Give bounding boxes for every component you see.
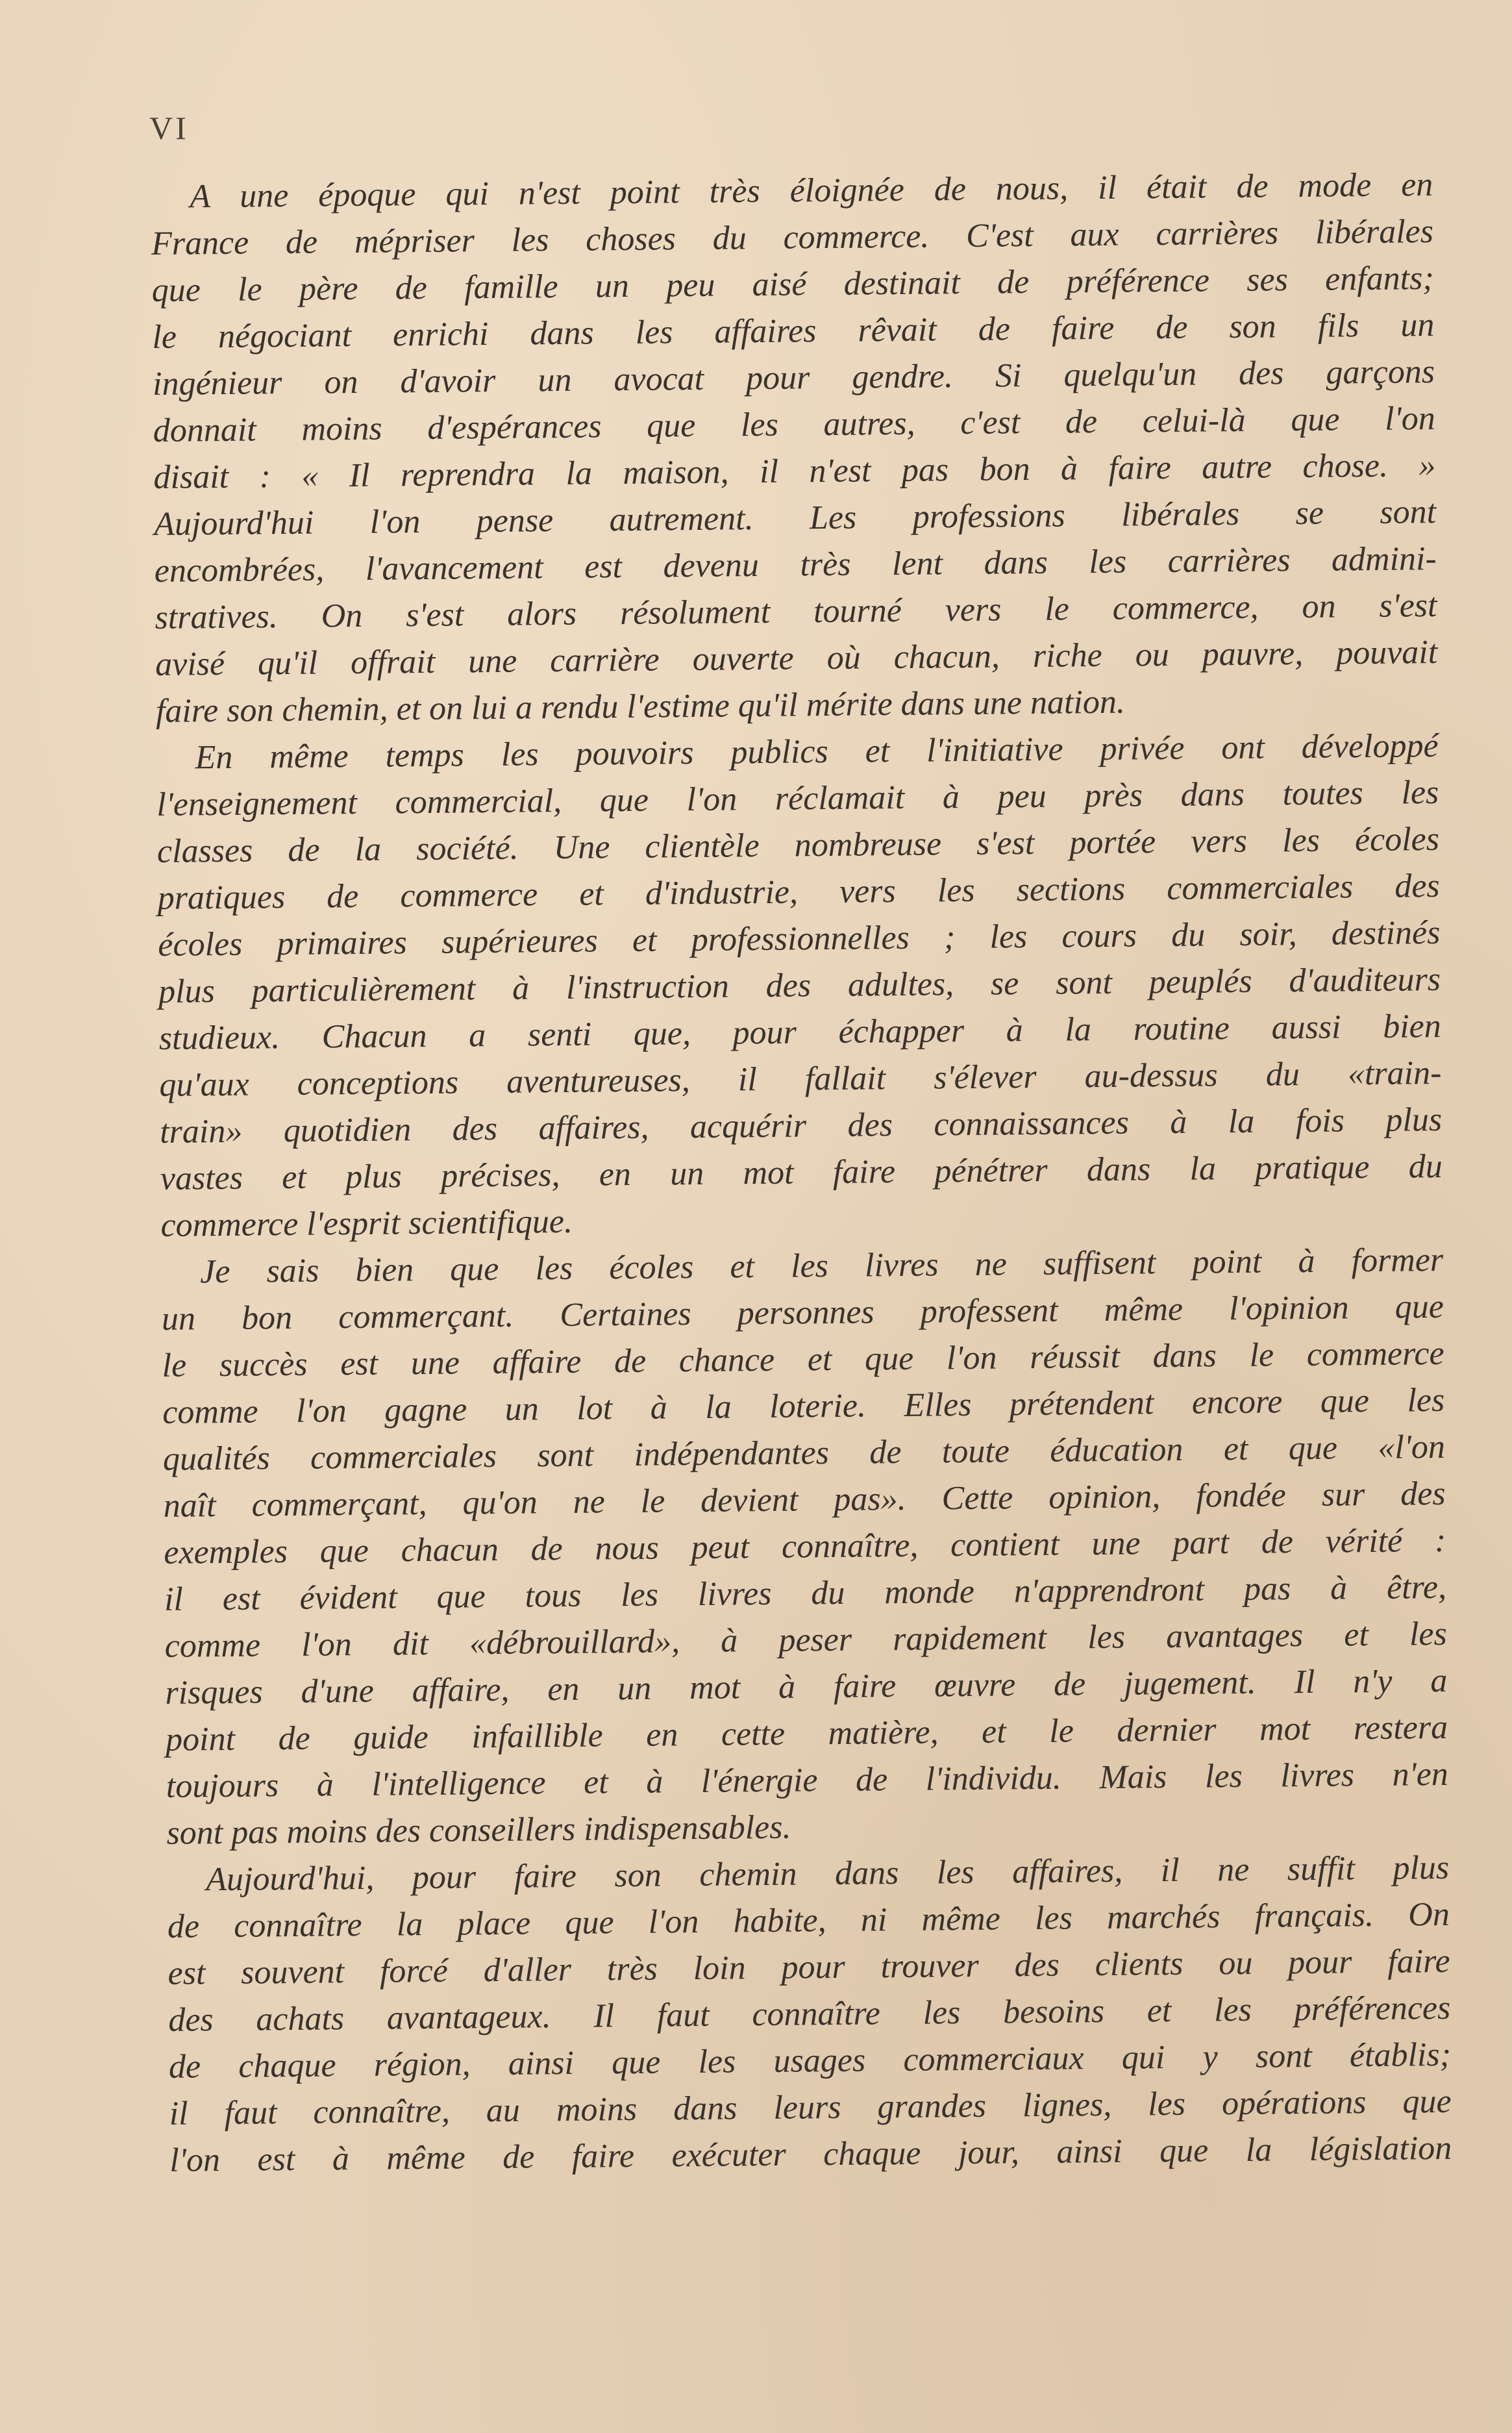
text-line: des achats avantageux. Il faut connaître les besoins et les préférences	[168, 1989, 1451, 2039]
text-line: commerce l'esprit scientifique.	[160, 1203, 573, 1244]
paragraph-3	[161, 1237, 1449, 1857]
text-line: écoles primaires supérieures et professionnelles ; les cours du soir, destinés	[158, 914, 1441, 964]
text-line: A une époque qui n'est point très éloignée de nous, il était de mode en	[190, 166, 1433, 216]
text-line: disait : « Il reprendra la maison, il n'est pas bon à faire autre chose. »	[153, 447, 1436, 496]
text-line: donnait moins d'espérances que les autres, c'est de celui-là que l'on	[153, 400, 1435, 449]
text-line: le succès est une affaire de chance et que l'on réussit dans le commerce	[162, 1334, 1444, 1384]
text-line: plus particulièrement à l'instruction des adultes, se sont peuplés d'auditeurs	[158, 960, 1441, 1010]
text-line: de chaque région, ainsi que les usages commerciaux qui y sont établis;	[168, 2036, 1452, 2086]
text-line: comme l'on dit «débrouillard», à peser rapidement les avantages et les	[164, 1615, 1447, 1665]
text-line: il faut connaître, au moins dans leurs grandes lignes, les opérations que	[169, 2082, 1452, 2132]
text-line: l'enseignement commercial, que l'on réclamait à peu près dans toutes les	[156, 773, 1439, 823]
text-line: En même temps les pouvoirs publics et l'initiative privée ont développé	[195, 727, 1439, 777]
text-line: le négociant enrichi dans les affaires rêvait de faire de son fils un	[152, 306, 1435, 356]
text-line: Aujourd'hui l'on pense autrement. Les professions libérales se sont	[153, 493, 1437, 543]
text-line: toujours à l'intelligence et à l'énergie de l'individu. Mais les livres n'en	[166, 1755, 1449, 1805]
text-line: pratiques de commerce et d'industrie, vers les sections commerciales des	[157, 867, 1440, 917]
text-line: un bon commerçant. Certaines personnes professent même l'opinion que	[161, 1288, 1444, 1338]
paragraph-4	[167, 1845, 1452, 2184]
paragraph-2	[156, 723, 1443, 1249]
text-line: comme l'on gagne un lot à la loterie. Elles prétendent encore que les	[162, 1381, 1445, 1431]
text-line: qu'aux conceptions aventureuses, il fallait s'élever au-dessus du «train-	[159, 1054, 1442, 1104]
text-line: que le père de famille un peu aisé destinait de préférence ses enfants;	[151, 260, 1434, 309]
text-line: ingénieur on d'avoir un avocat pour gendre. Si quelqu'un des garçons	[152, 353, 1435, 403]
text-line: point de guide infaillible en cette matière, et le dernier mot restera	[165, 1708, 1448, 1758]
text-line: risques d'une affaire, en un mot à faire œuvre de jugement. Il n'y a	[165, 1662, 1448, 1712]
text-line: classes de la société. Une clientèle nombreuse s'est portée vers les écoles	[156, 820, 1440, 870]
page-number: VI	[149, 110, 189, 146]
text-line: encombrées, l'avancement est devenu très lent dans les carrières admini-	[154, 540, 1437, 590]
text-line: est souvent forcé d'aller très loin pour trouver des clients ou pour faire	[167, 1942, 1450, 1992]
paragraph-1	[151, 162, 1438, 735]
text-line: Je sais bien que les écoles et les livres ne suffisent point à former	[199, 1241, 1444, 1291]
text-line: Aujourd'hui, pour faire son chemin dans les affaires, il ne suffit plus	[205, 1849, 1450, 1899]
text-line: exemples que chacun de nous peut connaître, contient une part de vérité :	[164, 1521, 1446, 1571]
text-line: qualités commerciales sont indépendantes de toute éducation et que «l'on	[162, 1428, 1446, 1478]
text-line: sont pas moins des conseillers indispensables.	[166, 1808, 791, 1852]
text-line: naît commerçant, qu'on ne le devient pas». Cette opinion, fondée sur des	[163, 1475, 1446, 1525]
text-line: faire son chemin, et on lui a rendu l'estime qu'il mérite dans une nation.	[155, 683, 1126, 730]
text-line: de connaître la place que l'on habite, ni même les marchés français. On	[167, 1895, 1450, 1945]
text-line: train» quotidien des affaires, acquérir des connaissances à la fois plus	[159, 1101, 1443, 1151]
text-line: France de mépriser les choses du commerce. C'est aux carrières libérales	[151, 213, 1434, 262]
text-line: avisé qu'il offrait une carrière ouverte où chacun, riche ou pauvre, pouvait	[155, 634, 1438, 683]
text-line: stratives. On s'est alors résolument tourné vers le commerce, on s'est	[155, 587, 1437, 636]
text-line: il est évident que tous les livres du monde n'apprendront pas à être,	[164, 1568, 1447, 1618]
body-text	[151, 162, 1452, 2184]
text-line: l'on est à même de faire exécuter chaque jour, ainsi que la législation	[169, 2129, 1452, 2179]
text-line: vastes et plus précises, en un mot faire pénétrer dans la pratique du	[160, 1147, 1443, 1197]
text-line: studieux. Chacun a senti que, pour échapper à la routine aussi bien	[158, 1007, 1441, 1057]
